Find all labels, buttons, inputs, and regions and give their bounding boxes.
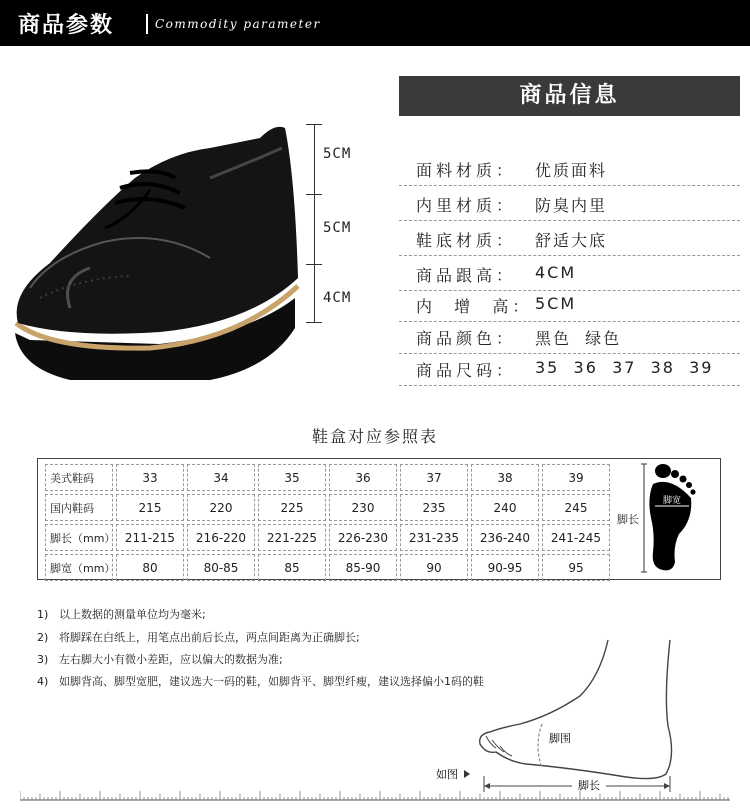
- info-key: 商品尺码：: [416, 361, 517, 380]
- info-value: 5CM: [535, 294, 577, 313]
- row-header: 国内鞋码: [45, 494, 113, 521]
- info-value: 舒适大底: [535, 231, 608, 250]
- note-number: 2): [37, 631, 49, 644]
- row-header: 美式鞋码: [45, 464, 113, 491]
- foot-measure-diagram: [430, 636, 710, 792]
- row-header: 脚长（mm）: [45, 524, 113, 551]
- table-row: [45, 554, 610, 581]
- dimension-tick: [306, 124, 322, 125]
- table-cell: 230: [329, 494, 397, 521]
- dimension-line: [314, 124, 315, 322]
- info-key: 面料材质：: [416, 161, 517, 180]
- table-cell: 226-230: [329, 524, 397, 551]
- info-key: 商品颜色：: [416, 329, 517, 348]
- note-text: 左右脚大小有微小差距，应以偏大的数据为准;: [59, 653, 283, 666]
- table-cell: 236-240: [471, 524, 539, 551]
- dimension-tick: [306, 194, 322, 195]
- note-item: [37, 673, 484, 689]
- table-cell: 216-220: [187, 524, 255, 551]
- table-cell: 90-95: [471, 554, 539, 581]
- dimension-label: 5CM: [323, 146, 352, 162]
- dimension-tick: [306, 322, 322, 323]
- table-cell: 33: [116, 464, 184, 491]
- note-number: 3): [37, 653, 49, 666]
- info-row: [399, 259, 740, 291]
- table-cell: 38: [471, 464, 539, 491]
- info-row: [399, 354, 740, 386]
- header-divider: [146, 14, 148, 34]
- note-number: 4): [37, 675, 49, 688]
- product-info-title: 商品信息: [399, 76, 740, 116]
- foot-length-diagram-label: 脚长: [578, 779, 600, 792]
- table-cell: 34: [187, 464, 255, 491]
- table-cell: 95: [542, 554, 610, 581]
- dimension-label: 4CM: [323, 290, 352, 306]
- table-cell: 90: [400, 554, 468, 581]
- table-cell: 241-245: [542, 524, 610, 551]
- info-key: 鞋底材质：: [416, 231, 517, 250]
- note-text: 如脚背高、脚型宽肥，建议选大一码的鞋，如脚背平、脚型纤瘦，建议选择偏小1码的鞋: [59, 675, 484, 688]
- table-cell: 231-235: [400, 524, 468, 551]
- table-cell: 85: [258, 554, 326, 581]
- table-cell: 235: [400, 494, 468, 521]
- info-key: 商品跟高：: [416, 266, 517, 285]
- info-value: 35 36 37 38 39: [535, 358, 714, 377]
- as-shown-label: 如图: [436, 768, 458, 781]
- info-value: 黑色 绿色: [535, 329, 622, 348]
- info-value: 4CM: [535, 263, 577, 282]
- note-item: [37, 651, 283, 667]
- table-cell: 35: [258, 464, 326, 491]
- row-header: 脚宽（mm）: [45, 554, 113, 581]
- table-cell: 220: [187, 494, 255, 521]
- table-cell: 211-215: [116, 524, 184, 551]
- note-text: 将脚踩在白纸上，用笔点出前后长点，两点间距离为正确脚长;: [59, 631, 360, 644]
- info-row: [399, 224, 740, 256]
- table-row: [45, 494, 610, 521]
- shoe-image: [10, 118, 300, 398]
- info-row: [399, 154, 740, 186]
- foot-length-label: 脚长: [617, 513, 639, 526]
- table-row: [45, 524, 610, 551]
- info-key: 内 增 高：: [416, 297, 533, 316]
- footprint-icon: [641, 462, 697, 574]
- table-cell: 225: [258, 494, 326, 521]
- info-row: [399, 322, 740, 354]
- table-cell: 240: [471, 494, 539, 521]
- note-text: 以上数据的测量单位均为毫米;: [59, 608, 206, 621]
- info-value: 优质面料: [535, 161, 608, 180]
- table-cell: 215: [116, 494, 184, 521]
- note-number: 1): [37, 608, 49, 621]
- foot-width-label: 脚宽: [662, 496, 682, 506]
- note-item: [37, 606, 206, 622]
- note-item: [37, 629, 360, 645]
- header-title-en: Commodity parameter: [155, 17, 321, 31]
- dimension-tick: [306, 264, 322, 265]
- table-row: [45, 464, 610, 491]
- table-cell: 85-90: [329, 554, 397, 581]
- header-title-cn: 商品参数: [18, 13, 115, 38]
- table-cell: 245: [542, 494, 610, 521]
- info-row: [399, 189, 740, 221]
- size-table-title: 鞋盒对应参照表: [311, 427, 438, 446]
- info-key: 内里材质：: [416, 196, 517, 215]
- dimension-label: 5CM: [323, 220, 352, 236]
- size-table: [42, 461, 613, 584]
- table-cell: 37: [400, 464, 468, 491]
- ruler-decoration: [20, 791, 730, 801]
- table-cell: 80-85: [187, 554, 255, 581]
- header-bar: [0, 0, 750, 46]
- table-cell: 80: [116, 554, 184, 581]
- table-cell: 221-225: [258, 524, 326, 551]
- table-cell: 36: [329, 464, 397, 491]
- info-value: 防臭内里: [535, 196, 608, 215]
- foot-girth-label: 脚围: [549, 732, 571, 745]
- table-cell: 39: [542, 464, 610, 491]
- info-row: [399, 290, 740, 322]
